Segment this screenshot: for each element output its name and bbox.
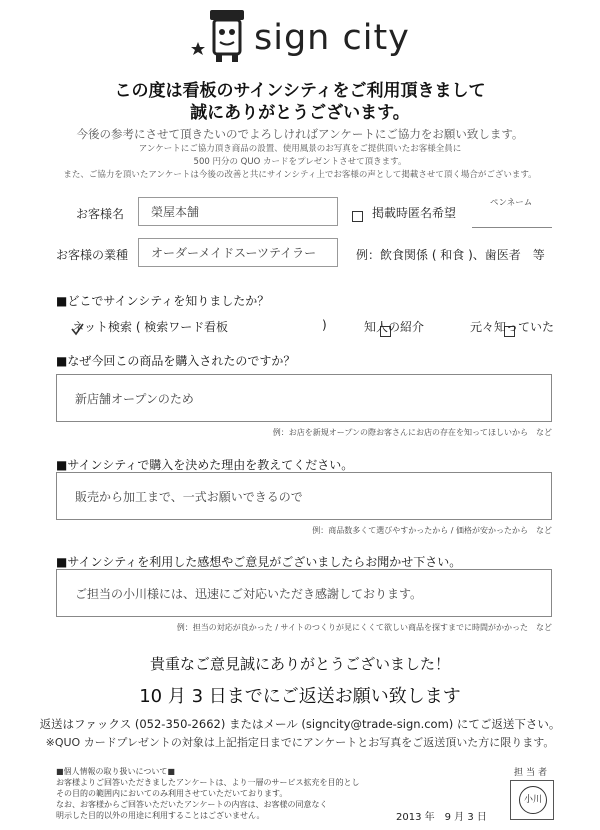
q2-answer[interactable]: 新店舗オープンのため: [56, 374, 552, 422]
deadline-message: 10 月 3 日までにご返送お願い致します: [139, 686, 461, 707]
staff-label: 担当者: [513, 768, 550, 778]
penname-label: ペンネーム: [490, 198, 533, 208]
privacy-notice: [56, 766, 360, 821]
privacy-line2: その目的の範囲内においてのみ利用させていただいております。: [56, 789, 288, 798]
privacy-line4: 明示した目的以外の用途に利用することはございません。: [56, 811, 265, 820]
industry-label: お客様の業種: [56, 248, 129, 262]
q3-answer[interactable]: 販売から加工まで、一式お願いできるので: [56, 472, 552, 520]
logo-mascot-icon: [190, 6, 254, 66]
logo: [190, 6, 420, 68]
q1-opt3-label: 元々知っていた: [470, 320, 555, 334]
q2-title: ■なぜ今回この商品を購入されたのですか？: [56, 354, 296, 368]
industry-field[interactable]: オーダーメイドスーツテイラー: [138, 238, 338, 267]
q3-title: ■サインシティで購入を決めた理由を教えてください。: [56, 458, 354, 472]
note-line2: 500 円分の QUO カードをプレゼントさせて頂きます。: [193, 157, 407, 167]
quo-note: ※QUO カードプレゼントの対象は上記指定日までにアンケートとお写真をご返送頂いた方に限ります。: [45, 736, 555, 749]
date: 2013 年 9 月 3 日: [396, 812, 487, 823]
staff-stamp: 小川: [519, 786, 547, 814]
q3-example: 例：商品数多くて選びやすかったから / 価格が安かったから など: [312, 526, 552, 535]
return-info: 返送はファックス (052-350-2662) またはメール (signcity@trade-sign.com) にてご返送下さい。: [39, 717, 561, 731]
note-line3: また、ご協力を頂いたアンケートは今後の改善と共にサインシティ上でお客様の声として掲載させて頂く場合がございます。: [63, 170, 537, 180]
privacy-line3: なお、お客様からご回答いただいたアンケートの内容は、お客様の同意なく: [56, 800, 328, 809]
logo-text: sign city: [254, 18, 410, 58]
anonymous-label: 掲載時匿名希望: [372, 206, 457, 220]
q4-title: ■サインシティを利用した感想やご意見がございましたらお聞かせ下さい。: [56, 555, 462, 569]
customer-name-label: お客様名: [76, 207, 125, 221]
q1-opt1-label: ネット検索 ( 検索ワード: [72, 320, 205, 334]
q4-answer[interactable]: ご担当の小川様には、迅速にご対応いただき感謝しております。: [56, 569, 552, 617]
q2-example: 例：お店を新規オープンの際お客さんにお店の存在を知ってほしいから など: [272, 428, 552, 437]
penname-field[interactable]: [472, 226, 552, 228]
anonymous-checkbox[interactable]: [352, 211, 363, 222]
q1-title: ■どこでサインシティを知りましたか？: [56, 294, 270, 308]
staff-box: [510, 780, 554, 820]
thanks-message: 貴重なご意見誠にありがとうございました！: [149, 655, 450, 673]
headline-line1: この度は看板のサインシティをご利用頂きまして: [114, 81, 486, 101]
q1-opt1-close: ): [322, 318, 327, 332]
customer-name-field[interactable]: 榮屋本舗: [138, 197, 338, 226]
privacy-title: ■個人情報の取り扱いについて■: [56, 767, 175, 776]
note-line1: アンケートにご協力頂き商品の設置、使用風景のお写真をご提供頂いたお客様全員に: [138, 144, 462, 154]
q4-example: 例：担当の対応が良かった / サイトのつくりが見にくくて欲しい商品を探すまでに時間がかかった など: [176, 623, 552, 632]
industry-example: 例：飲食関係 ( 和食 )、歯医者 等: [356, 248, 545, 262]
privacy-line1: お客様よりご回答いただきましたアンケートは、より一層のサービス拡充を目的とし: [56, 778, 360, 787]
q1-search-word[interactable]: 看板: [204, 320, 229, 334]
q1-opt2-label: 知人の紹介: [364, 320, 425, 334]
headline-line2: 誠にありがとうございます。: [190, 103, 410, 123]
subtitle: 今後の参考にさせて頂きたいのでよろしければアンケートにご協力をお願い致します。: [76, 127, 524, 141]
